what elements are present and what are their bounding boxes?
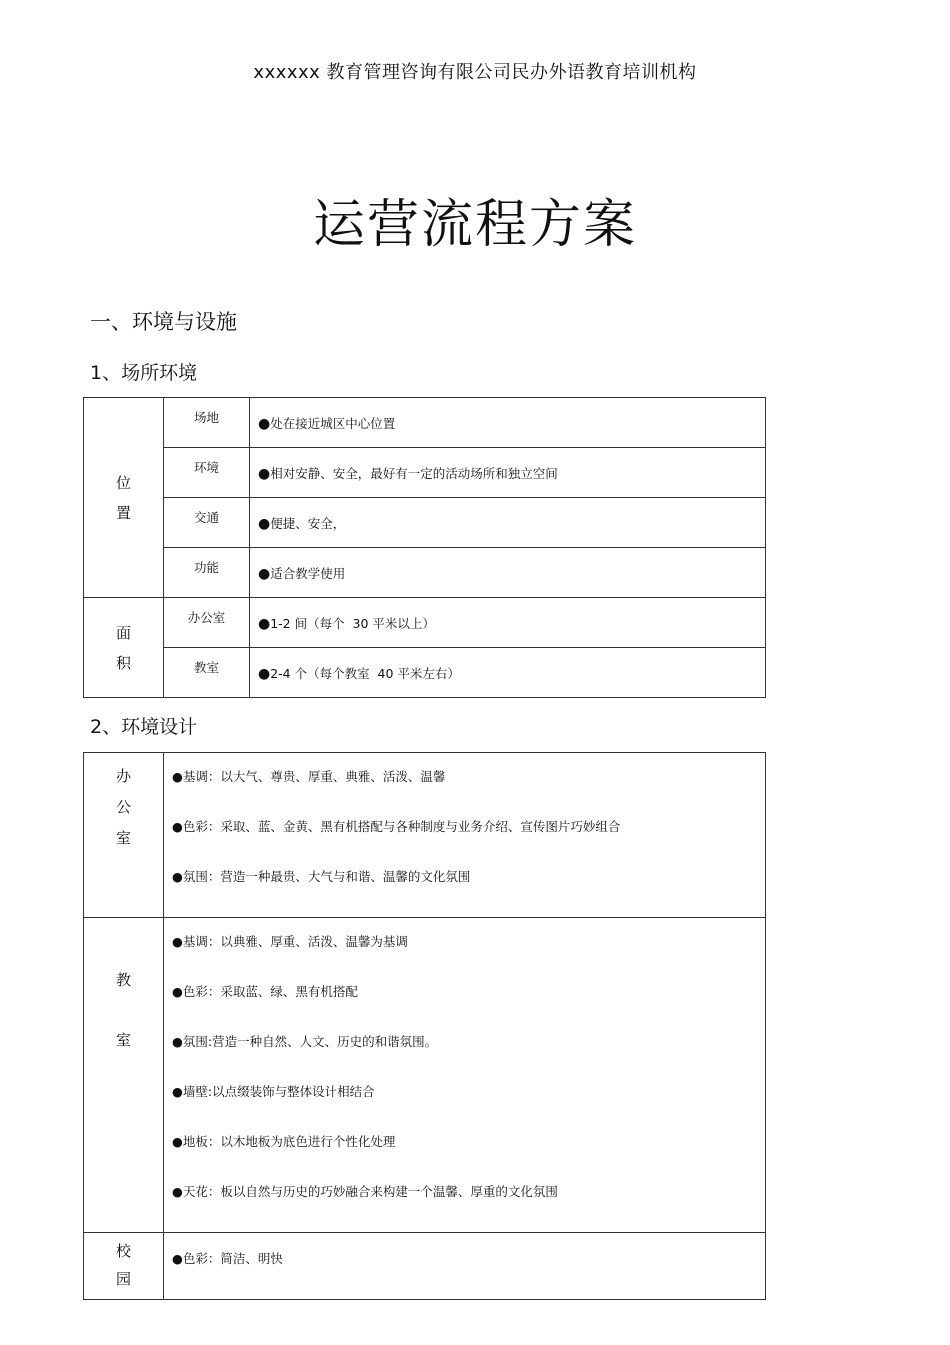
list-item (172, 817, 765, 867)
design-item-list (164, 918, 766, 1233)
list-item-text: 基调：以大气、尊贵、厚重、典雅、活泼、温馨 (182, 769, 446, 784)
table-row (84, 398, 766, 448)
bullet-icon: ● (172, 1251, 183, 1266)
bullet-icon: ● (172, 1134, 183, 1149)
bullet-icon: ● (258, 615, 271, 632)
table-row (84, 753, 766, 918)
label-char: 室 (115, 829, 131, 847)
label-char: 室 (115, 1031, 131, 1049)
table-row (84, 1233, 766, 1300)
organization-header: xxxxxx 教育管理咨询有限公司民办外语教育培训机构 (253, 62, 697, 83)
row-value-text: 便捷、安全， (270, 515, 346, 531)
bullet-icon: ● (172, 1084, 183, 1099)
bullet-icon: ● (172, 1184, 183, 1199)
label-char: 位 (115, 473, 131, 492)
row-value (250, 648, 766, 698)
bullet-icon: ● (172, 819, 183, 834)
table-row (84, 598, 766, 648)
row-name: 功能 (164, 548, 250, 598)
design-item-list (164, 1233, 766, 1300)
table-row (84, 648, 766, 698)
list-item (172, 1182, 765, 1232)
bullet-icon: ● (172, 934, 183, 949)
list-item-text: 色彩：简洁、明快 (182, 1251, 283, 1266)
table-row (84, 498, 766, 548)
bullet-icon: ● (172, 869, 183, 884)
label-char: 教 (115, 971, 131, 989)
label-char: 园 (115, 1270, 131, 1288)
bullet-icon: ● (172, 984, 183, 999)
table-row (84, 918, 766, 1233)
label-char: 办 (115, 767, 131, 785)
group-label-classroom (84, 918, 164, 1233)
row-value (250, 598, 766, 648)
list-item (172, 1249, 765, 1299)
row-name: 场地 (164, 398, 250, 448)
row-value (250, 398, 766, 448)
row-value-text: 1-2 间（每个 30 平米以上） (270, 615, 435, 631)
row-value-text: 2-4 个（每个教室 40 平米左右） (270, 665, 460, 681)
bullet-icon: ● (258, 565, 271, 582)
group-label-area (84, 598, 164, 698)
venue-environment-table (83, 397, 766, 698)
row-name: 教室 (164, 648, 250, 698)
design-item-list (164, 753, 766, 918)
list-item (172, 1132, 765, 1182)
list-item-text: 基调：以典雅、厚重、活泼、温馨为基调 (182, 934, 408, 949)
row-name: 交通 (164, 498, 250, 548)
list-item-text: 色彩：采取蓝、绿、黑有机搭配 (182, 984, 358, 999)
list-item-text: 氛围：营造一种最贵、大气与和谐、温馨的文化氛围 (182, 869, 471, 884)
row-value-text: 处在接近城区中心位置 (270, 415, 396, 431)
row-value-text: 相对安静、安全，最好有一定的活动场所和独立空间 (270, 465, 558, 481)
list-item-text: 色彩：采取、蓝、金黄、黑有机搭配与各种制度与业务介绍、宣传图片巧妙组合 (182, 819, 621, 834)
list-item (172, 982, 765, 1032)
list-item (172, 867, 765, 917)
label-char: 校 (115, 1242, 131, 1260)
subsection-heading-design: 2、环境设计 (90, 716, 198, 738)
bullet-icon: ● (258, 465, 271, 482)
bullet-icon: ● (172, 769, 183, 784)
environment-design-table (83, 752, 766, 1300)
list-item-text: 氛围:营造一种自然、人文、历史的和谐氛围。 (182, 1034, 438, 1049)
list-item-text: 地板：以木地板为底色进行个性化处理 (182, 1134, 396, 1149)
row-value (250, 498, 766, 548)
row-name: 环境 (164, 448, 250, 498)
list-item (172, 767, 765, 817)
row-name: 办公室 (164, 598, 250, 648)
label-char: 面 (115, 623, 131, 642)
label-char: 公 (115, 798, 131, 816)
row-value (250, 548, 766, 598)
bullet-icon: ● (258, 415, 271, 432)
group-label-campus (84, 1233, 164, 1300)
list-item-text: 天花：板以自然与历史的巧妙融合来构建一个温馨、厚重的文化氛围 (182, 1184, 558, 1199)
bullet-icon: ● (172, 1034, 183, 1049)
list-item-text: 墙壁:以点缀装饰与整体设计相结合 (182, 1084, 375, 1099)
table-row (84, 448, 766, 498)
label-char: 积 (115, 653, 131, 672)
bullet-icon: ● (258, 515, 271, 532)
table-row (84, 548, 766, 598)
document-title: 运营流程方案 (312, 195, 637, 255)
row-value-text: 适合教学使用 (270, 565, 346, 581)
section-heading-environment: 一、环境与设施 (90, 310, 237, 334)
list-item (172, 1082, 765, 1132)
bullet-icon: ● (258, 665, 271, 682)
group-label-office (84, 753, 164, 918)
list-item (172, 1032, 765, 1082)
row-value (250, 448, 766, 498)
label-char: 置 (115, 503, 131, 522)
subsection-heading-venue: 1、场所环境 (90, 362, 198, 384)
group-label-location (84, 398, 164, 598)
list-item (172, 932, 765, 982)
